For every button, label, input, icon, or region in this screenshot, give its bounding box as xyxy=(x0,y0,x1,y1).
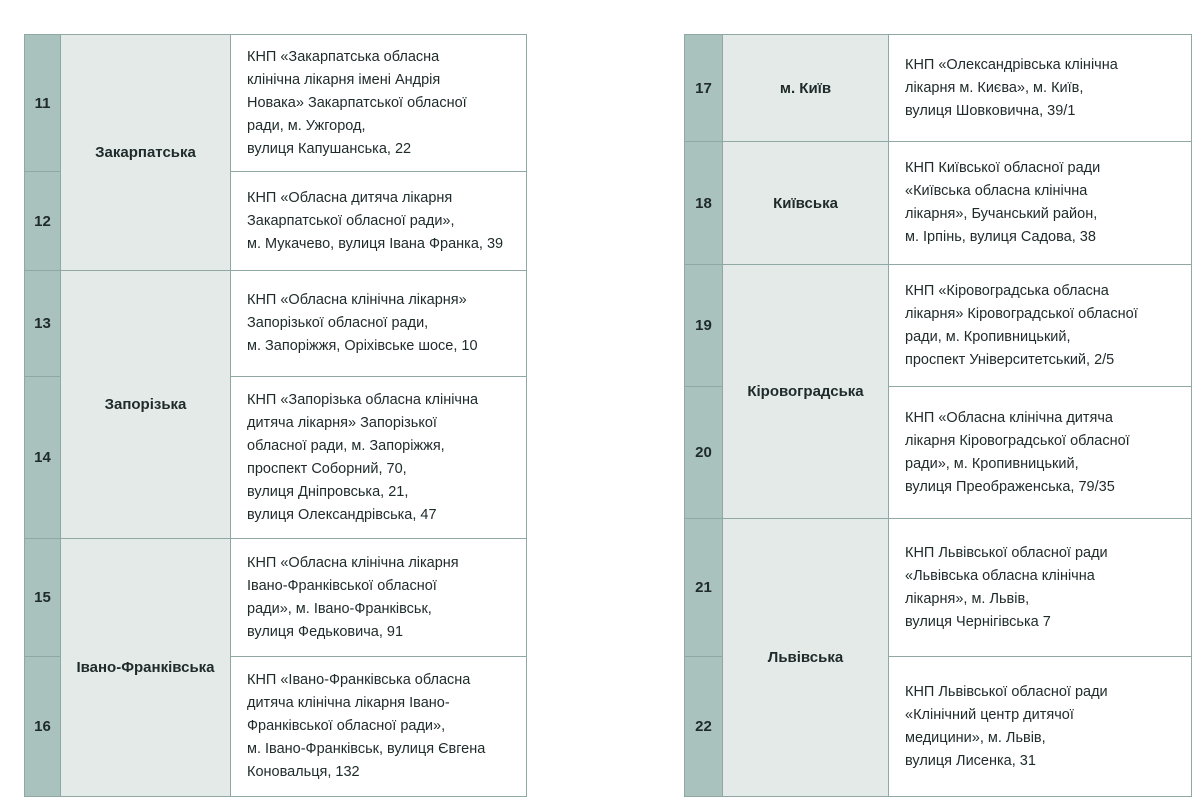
right-hospital-table xyxy=(684,34,1192,797)
hospital-address: КНП «Обласна клінічна лікарня Івано-Франківської обласної ради», м. Івано-Франківськ, вулиця Федьковича, 91 xyxy=(231,539,527,657)
table-row xyxy=(25,35,527,172)
row-number: 17 xyxy=(685,35,723,142)
hospital-address: КНП «Кіровоградська обласна лікарня» Кіровоградської обласної ради, м. Кропивницький, проспект Університетський, 2/5 xyxy=(889,265,1192,387)
row-number: 21 xyxy=(685,519,723,657)
hospital-address: КНП «Івано-Франківська обласна дитяча клінічна лікарня Івано- Франківської обласної ради», м. Івано-Франківськ, вулиця Євгена Коновальця, 132 xyxy=(231,657,527,797)
table-row xyxy=(25,539,527,657)
row-number: 22 xyxy=(685,657,723,797)
row-number: 14 xyxy=(25,377,61,539)
region-name: Івано-Франківська xyxy=(61,539,231,797)
row-number: 15 xyxy=(25,539,61,657)
hospital-address: КНП Львівської обласної ради «Клінічний центр дитячої медицини», м. Львів, вулиця Лисенка, 31 xyxy=(889,657,1192,797)
row-number: 13 xyxy=(25,271,61,377)
hospital-address: КНП «Обласна клінічна дитяча лікарня Кіровоградської обласної ради», м. Кропивницький, вулиця Преображенська, 79/35 xyxy=(889,387,1192,519)
region-name: Київська xyxy=(723,142,889,265)
row-number: 19 xyxy=(685,265,723,387)
hospital-address: КНП «Олександрівська клінічна лікарня м. Києва», м. Київ, вулиця Шовковична, 39/1 xyxy=(889,35,1192,142)
row-number: 12 xyxy=(25,172,61,271)
hospital-address: КНП «Закарпатська обласна клінічна лікарня імені Андрія Новака» Закарпатської обласної ради, м. Ужгород, вулиця Капушанська, 22 xyxy=(231,35,527,172)
table-row xyxy=(685,265,1192,387)
table-row xyxy=(685,142,1192,265)
region-name: Запорізька xyxy=(61,271,231,539)
row-number: 18 xyxy=(685,142,723,265)
table-row xyxy=(25,271,527,377)
hospital-address: КНП Львівської обласної ради «Львівська обласна клінічна лікарня», м. Львів, вулиця Чернігівська 7 xyxy=(889,519,1192,657)
region-name: м. Київ xyxy=(723,35,889,142)
row-number: 16 xyxy=(25,657,61,797)
hospital-address: КНП «Запорізька обласна клінічна дитяча лікарня» Запорізької обласної ради, м. Запоріжжя, проспект Соборний, 70, вулиця Дніпровська, 21, вулиця Олександрівська, 47 xyxy=(231,377,527,539)
table-row xyxy=(685,519,1192,657)
region-name: Львівська xyxy=(723,519,889,797)
hospital-address: КНП «Обласна клінічна лікарня» Запорізької обласної ради, м. Запоріжжя, Оріхівське шосе, 10 xyxy=(231,271,527,377)
region-name: Кіровоградська xyxy=(723,265,889,519)
row-number: 11 xyxy=(25,35,61,172)
hospital-address: КНП «Обласна дитяча лікарня Закарпатської обласної ради», м. Мукачево, вулиця Івана Франка, 39 xyxy=(231,172,527,271)
left-hospital-table xyxy=(24,34,527,797)
hospital-address: КНП Київської обласної ради «Київська обласна клінічна лікарня», Бучанський район, м. Ірпінь, вулиця Садова, 38 xyxy=(889,142,1192,265)
row-number: 20 xyxy=(685,387,723,519)
region-name: Закарпатська xyxy=(61,35,231,271)
table-row xyxy=(685,35,1192,142)
